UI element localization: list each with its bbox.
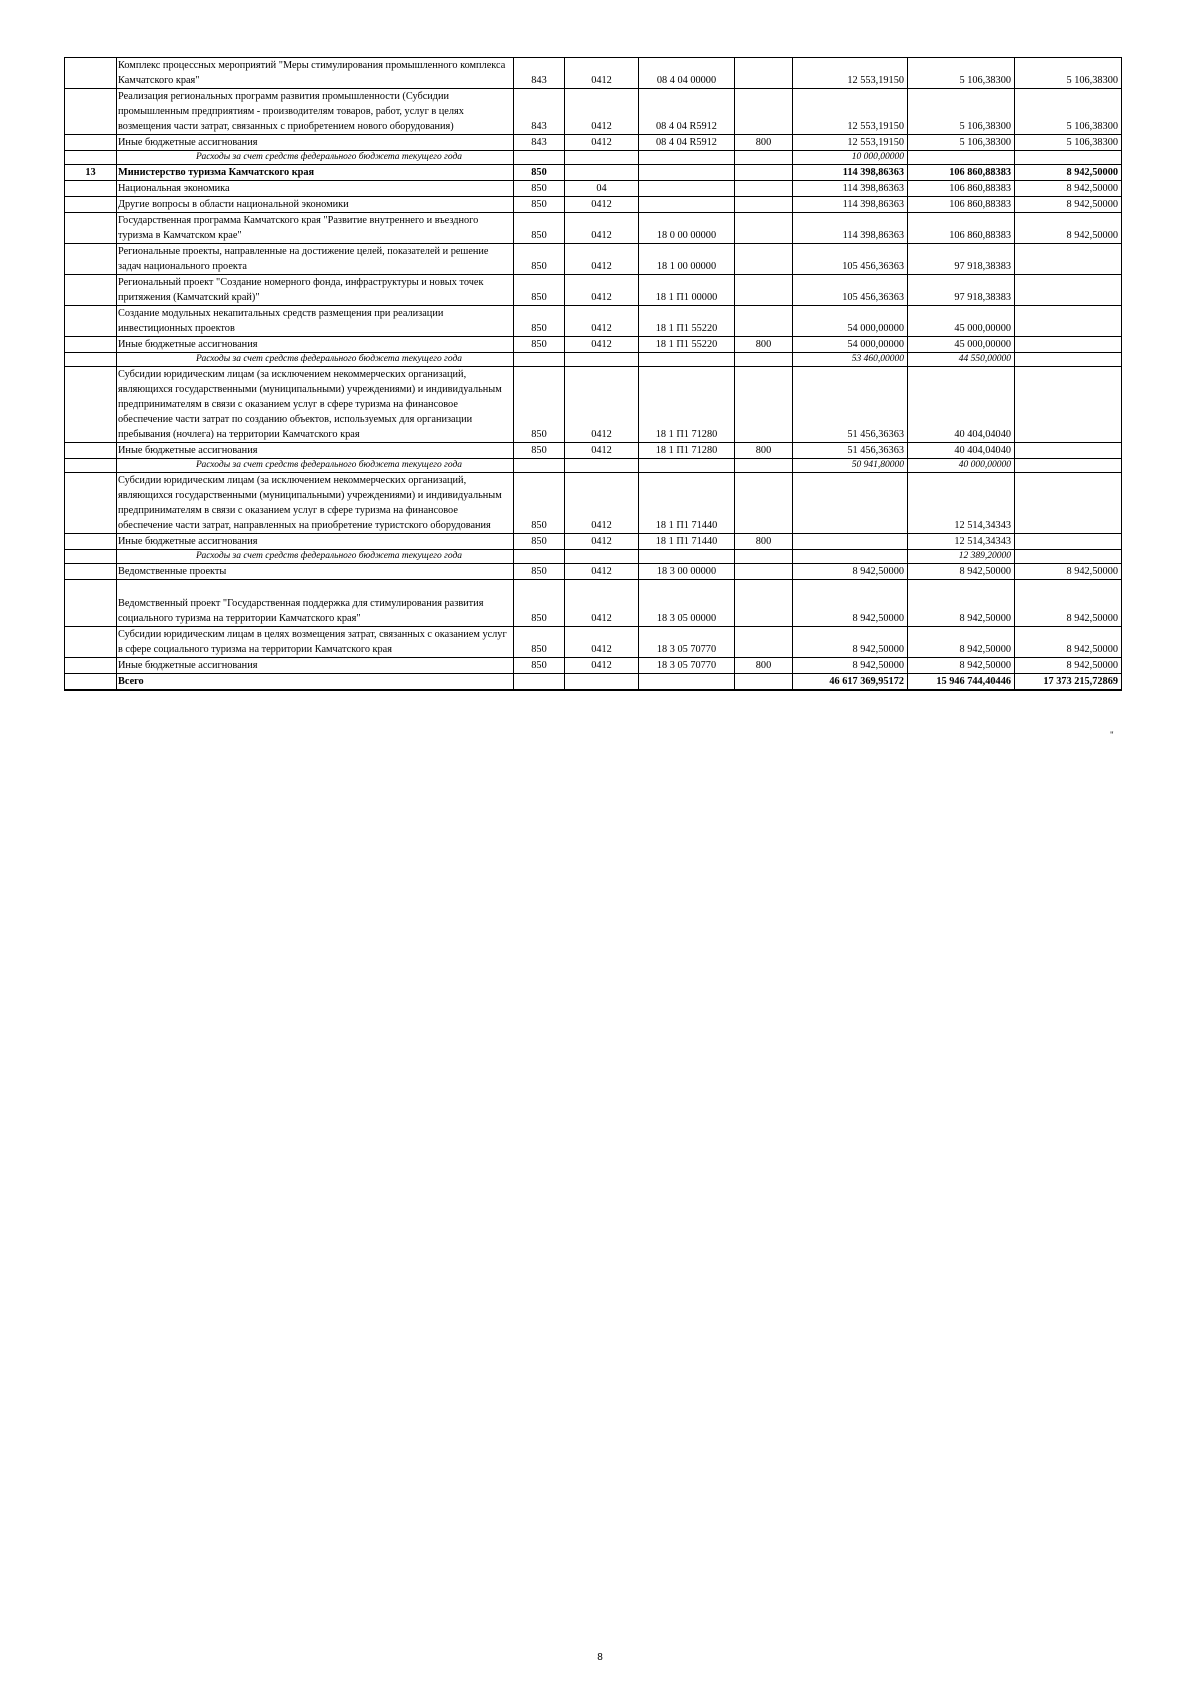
expense-type-code	[735, 213, 793, 244]
expense-type-code	[735, 197, 793, 213]
amount-year-2: 8 942,50000	[908, 627, 1015, 658]
amount-year-3	[1015, 337, 1122, 353]
item-name: Государственная программа Камчатского края "Развитие внутреннего и въездного туризма в Камчатском крае"	[117, 213, 514, 244]
amount-year-2: 8 942,50000	[908, 564, 1015, 580]
grbs-code: 843	[514, 58, 565, 89]
section-code	[565, 165, 639, 181]
target-article-code	[639, 550, 735, 564]
amount-year-2: 40 000,00000	[908, 459, 1015, 473]
grbs-code: 850	[514, 244, 565, 275]
target-article-code: 18 1 П1 71280	[639, 443, 735, 459]
target-article-code: 18 1 П1 00000	[639, 275, 735, 306]
amount-year-1: 51 456,36363	[793, 443, 908, 459]
target-article-code: 18 1 П1 71440	[639, 473, 735, 534]
budget-table	[64, 57, 1122, 691]
amount-year-2: 5 106,38300	[908, 135, 1015, 151]
amount-year-2: 12 514,34343	[908, 534, 1015, 550]
item-name: Субсидии юридическим лицам в целях возмещения затрат, связанных с оказанием услуг в сфере социального туризма на территории Камчатского края	[117, 627, 514, 658]
target-article-code	[639, 674, 735, 691]
section-code: 0412	[565, 135, 639, 151]
amount-year-1: 12 553,19150	[793, 58, 908, 89]
amount-year-3: 5 106,38300	[1015, 89, 1122, 135]
row-number	[65, 89, 117, 135]
grbs-code	[514, 353, 565, 367]
table-row	[65, 580, 1122, 627]
grbs-code: 850	[514, 275, 565, 306]
table-row	[65, 443, 1122, 459]
grbs-code: 850	[514, 658, 565, 674]
grbs-code: 850	[514, 564, 565, 580]
table-row	[65, 367, 1122, 443]
target-article-code	[639, 197, 735, 213]
amount-year-2: 97 918,38383	[908, 275, 1015, 306]
row-number	[65, 674, 117, 691]
grbs-code: 850	[514, 443, 565, 459]
row-number	[65, 367, 117, 443]
row-number	[65, 534, 117, 550]
table-row	[65, 213, 1122, 244]
grbs-code: 850	[514, 165, 565, 181]
amount-year-3: 8 942,50000	[1015, 181, 1122, 197]
row-number: 13	[65, 165, 117, 181]
section-code: 0412	[565, 627, 639, 658]
table-row	[65, 89, 1122, 135]
expense-type-code	[735, 306, 793, 337]
amount-year-3	[1015, 459, 1122, 473]
target-article-code	[639, 151, 735, 165]
amount-year-3: 5 106,38300	[1015, 58, 1122, 89]
amount-year-2: 106 860,88383	[908, 181, 1015, 197]
amount-year-3	[1015, 275, 1122, 306]
amount-year-2	[908, 151, 1015, 165]
table-row	[65, 627, 1122, 658]
amount-year-1: 8 942,50000	[793, 658, 908, 674]
grbs-code	[514, 550, 565, 564]
item-name: Реализация региональных программ развития промышленности (Субсидии промышленным предприятиям - производителям товаров, работ, услуг в целях возмещения части затрат, связанных с приобретением нового оборудования)	[117, 89, 514, 135]
row-number	[65, 658, 117, 674]
table-row	[65, 353, 1122, 367]
amount-year-2: 12 389,20000	[908, 550, 1015, 564]
amount-year-1: 114 398,86363	[793, 181, 908, 197]
row-number	[65, 58, 117, 89]
section-code: 0412	[565, 534, 639, 550]
expense-type-code	[735, 275, 793, 306]
target-article-code	[639, 459, 735, 473]
item-name: Иные бюджетные ассигнования	[117, 658, 514, 674]
amount-year-1: 51 456,36363	[793, 367, 908, 443]
target-article-code: 18 3 05 70770	[639, 658, 735, 674]
expense-type-code	[735, 473, 793, 534]
amount-year-1: 50 941,80000	[793, 459, 908, 473]
amount-year-3: 5 106,38300	[1015, 135, 1122, 151]
item-name: Иные бюджетные ассигнования	[117, 534, 514, 550]
expense-type-code	[735, 151, 793, 165]
section-code: 0412	[565, 89, 639, 135]
section-code: 0412	[565, 275, 639, 306]
target-article-code: 18 1 П1 71440	[639, 534, 735, 550]
section-code	[565, 151, 639, 165]
section-code	[565, 674, 639, 691]
table-row	[65, 473, 1122, 534]
item-name: Иные бюджетные ассигнования	[117, 337, 514, 353]
amount-year-2: 40 404,04040	[908, 367, 1015, 443]
item-name: Расходы за счет средств федерального бюджета текущего года	[117, 353, 514, 367]
item-name: Национальная экономика	[117, 181, 514, 197]
item-name: Региональные проекты, направленные на достижение целей, показателей и решение задач национального проекта	[117, 244, 514, 275]
grbs-code: 850	[514, 213, 565, 244]
item-name: Ведомственный проект "Государственная поддержка для стимулирования развития социального туризма на территории Камчатского края"	[117, 580, 514, 627]
expense-type-code	[735, 550, 793, 564]
target-article-code	[639, 181, 735, 197]
amount-year-2: 44 550,00000	[908, 353, 1015, 367]
item-name: Расходы за счет средств федерального бюджета текущего года	[117, 151, 514, 165]
grbs-code: 850	[514, 534, 565, 550]
amount-year-3: 8 942,50000	[1015, 564, 1122, 580]
section-code	[565, 550, 639, 564]
grbs-code: 843	[514, 135, 565, 151]
table-row	[65, 658, 1122, 674]
table-row	[65, 58, 1122, 89]
amount-year-1: 8 942,50000	[793, 627, 908, 658]
expense-type-code: 800	[735, 337, 793, 353]
grbs-code: 850	[514, 473, 565, 534]
item-name: Иные бюджетные ассигнования	[117, 135, 514, 151]
row-number	[65, 275, 117, 306]
amount-year-1	[793, 550, 908, 564]
amount-year-2: 97 918,38383	[908, 244, 1015, 275]
amount-year-3	[1015, 443, 1122, 459]
amount-year-1: 53 460,00000	[793, 353, 908, 367]
amount-year-1: 114 398,86363	[793, 197, 908, 213]
amount-year-3: 8 942,50000	[1015, 165, 1122, 181]
amount-year-1: 8 942,50000	[793, 580, 908, 627]
target-article-code: 08 4 04 00000	[639, 58, 735, 89]
amount-year-2: 40 404,04040	[908, 443, 1015, 459]
amount-year-2: 5 106,38300	[908, 58, 1015, 89]
expense-type-code	[735, 353, 793, 367]
section-code: 0412	[565, 443, 639, 459]
item-name: Комплекс процессных мероприятий "Меры стимулирования промышленного комплекса Камчатского края"	[117, 58, 514, 89]
amount-year-1: 12 553,19150	[793, 135, 908, 151]
row-number	[65, 459, 117, 473]
target-article-code: 18 1 П1 55220	[639, 337, 735, 353]
row-number	[65, 580, 117, 627]
expense-type-code	[735, 165, 793, 181]
expense-type-code: 800	[735, 658, 793, 674]
row-number	[65, 197, 117, 213]
table-row	[65, 151, 1122, 165]
table-row	[65, 337, 1122, 353]
table-row	[65, 275, 1122, 306]
row-number	[65, 353, 117, 367]
section-code: 0412	[565, 658, 639, 674]
table-row	[65, 165, 1122, 181]
target-article-code	[639, 353, 735, 367]
closing-quote-mark: "	[1110, 730, 1114, 740]
amount-year-3: 8 942,50000	[1015, 213, 1122, 244]
expense-type-code: 800	[735, 443, 793, 459]
section-code: 04	[565, 181, 639, 197]
amount-year-3: 8 942,50000	[1015, 580, 1122, 627]
amount-year-3: 8 942,50000	[1015, 197, 1122, 213]
amount-year-1: 46 617 369,95172	[793, 674, 908, 691]
expense-type-code	[735, 580, 793, 627]
grbs-code: 850	[514, 337, 565, 353]
row-number	[65, 244, 117, 275]
expense-type-code: 800	[735, 534, 793, 550]
grbs-code: 850	[514, 181, 565, 197]
amount-year-2: 8 942,50000	[908, 658, 1015, 674]
grbs-code: 850	[514, 306, 565, 337]
amount-year-3: 8 942,50000	[1015, 658, 1122, 674]
target-article-code: 18 1 00 00000	[639, 244, 735, 275]
amount-year-3: 8 942,50000	[1015, 627, 1122, 658]
item-name: Ведомственные проекты	[117, 564, 514, 580]
amount-year-2: 106 860,88383	[908, 197, 1015, 213]
row-number	[65, 627, 117, 658]
amount-year-3	[1015, 306, 1122, 337]
expense-type-code	[735, 627, 793, 658]
item-name: Другие вопросы в области национальной экономики	[117, 197, 514, 213]
amount-year-3	[1015, 151, 1122, 165]
table-row	[65, 197, 1122, 213]
amount-year-1: 10 000,00000	[793, 151, 908, 165]
item-name: Субсидии юридическим лицам (за исключением некоммерческих организаций, являющихся государственными (муниципальными) учреждениями) и индивидуальным предпринимателям в связи с оказанием услуг в сфере туризма на финансовое обеспечение части затрат, направленных на приобретение туристского оборудования	[117, 473, 514, 534]
amount-year-2: 45 000,00000	[908, 306, 1015, 337]
amount-year-1: 114 398,86363	[793, 213, 908, 244]
amount-year-2: 106 860,88383	[908, 165, 1015, 181]
amount-year-1	[793, 473, 908, 534]
item-name: Создание модульных некапитальных средств размещения при реализации инвестиционных проектов	[117, 306, 514, 337]
row-number	[65, 135, 117, 151]
page-number: 8	[597, 1652, 603, 1663]
target-article-code: 18 1 П1 55220	[639, 306, 735, 337]
item-name: Расходы за счет средств федерального бюджета текущего года	[117, 459, 514, 473]
grbs-code	[514, 674, 565, 691]
expense-type-code	[735, 674, 793, 691]
expense-type-code	[735, 89, 793, 135]
table-row	[65, 550, 1122, 564]
table-row	[65, 534, 1122, 550]
amount-year-3	[1015, 244, 1122, 275]
grbs-code: 850	[514, 197, 565, 213]
table-row	[65, 135, 1122, 151]
target-article-code: 18 3 05 00000	[639, 580, 735, 627]
row-number	[65, 213, 117, 244]
section-code: 0412	[565, 244, 639, 275]
grbs-code: 850	[514, 580, 565, 627]
item-name: Всего	[117, 674, 514, 691]
section-code: 0412	[565, 58, 639, 89]
amount-year-1: 105 456,36363	[793, 275, 908, 306]
amount-year-2: 12 514,34343	[908, 473, 1015, 534]
table-row	[65, 306, 1122, 337]
amount-year-1: 54 000,00000	[793, 306, 908, 337]
amount-year-1: 12 553,19150	[793, 89, 908, 135]
expense-type-code	[735, 181, 793, 197]
target-article-code: 18 0 00 00000	[639, 213, 735, 244]
expense-type-code	[735, 459, 793, 473]
section-code: 0412	[565, 367, 639, 443]
amount-year-2: 45 000,00000	[908, 337, 1015, 353]
amount-year-1: 114 398,86363	[793, 165, 908, 181]
row-number	[65, 473, 117, 534]
target-article-code: 08 4 04 R5912	[639, 89, 735, 135]
row-number	[65, 306, 117, 337]
row-number	[65, 550, 117, 564]
amount-year-1: 8 942,50000	[793, 564, 908, 580]
item-name: Региональный проект "Создание номерного фонда, инфраструктуры и новых точек притяжения (Камчатский край)"	[117, 275, 514, 306]
item-name: Иные бюджетные ассигнования	[117, 443, 514, 459]
section-code: 0412	[565, 564, 639, 580]
amount-year-3	[1015, 534, 1122, 550]
amount-year-2: 106 860,88383	[908, 213, 1015, 244]
amount-year-3	[1015, 550, 1122, 564]
amount-year-3	[1015, 367, 1122, 443]
section-code: 0412	[565, 473, 639, 534]
amount-year-3	[1015, 353, 1122, 367]
row-number	[65, 337, 117, 353]
grbs-code: 843	[514, 89, 565, 135]
row-number	[65, 443, 117, 459]
amount-year-2: 5 106,38300	[908, 89, 1015, 135]
expense-type-code	[735, 367, 793, 443]
amount-year-3: 17 373 215,72869	[1015, 674, 1122, 691]
expense-type-code	[735, 564, 793, 580]
section-code	[565, 353, 639, 367]
section-code: 0412	[565, 213, 639, 244]
target-article-code: 18 3 05 70770	[639, 627, 735, 658]
expense-type-code: 800	[735, 135, 793, 151]
target-article-code: 18 3 00 00000	[639, 564, 735, 580]
row-number	[65, 151, 117, 165]
target-article-code	[639, 165, 735, 181]
grbs-code	[514, 459, 565, 473]
table-row	[65, 244, 1122, 275]
grbs-code: 850	[514, 367, 565, 443]
target-article-code: 08 4 04 R5912	[639, 135, 735, 151]
table-row	[65, 181, 1122, 197]
item-name: Расходы за счет средств федерального бюджета текущего года	[117, 550, 514, 564]
amount-year-1: 54 000,00000	[793, 337, 908, 353]
expense-type-code	[735, 58, 793, 89]
amount-year-2: 15 946 744,40446	[908, 674, 1015, 691]
amount-year-1	[793, 534, 908, 550]
section-code: 0412	[565, 197, 639, 213]
section-code: 0412	[565, 580, 639, 627]
section-code: 0412	[565, 306, 639, 337]
expense-type-code	[735, 244, 793, 275]
section-code: 0412	[565, 337, 639, 353]
grbs-code: 850	[514, 627, 565, 658]
table-row	[65, 674, 1122, 691]
item-name: Субсидии юридическим лицам (за исключением некоммерческих организаций, являющихся государственными (муниципальными) учреждениями) и индивидуальным предпринимателям в связи с оказанием услуг в сфере туризма на финансовое обеспечение части затрат по созданию объектов, используемых для организации пребывания (ночлега) на территории Камчатского края	[117, 367, 514, 443]
grbs-code	[514, 151, 565, 165]
amount-year-2: 8 942,50000	[908, 580, 1015, 627]
item-name: Министерство туризма Камчатского края	[117, 165, 514, 181]
table-row	[65, 564, 1122, 580]
target-article-code: 18 1 П1 71280	[639, 367, 735, 443]
section-code	[565, 459, 639, 473]
row-number	[65, 181, 117, 197]
row-number	[65, 564, 117, 580]
amount-year-1: 105 456,36363	[793, 244, 908, 275]
amount-year-3	[1015, 473, 1122, 534]
table-row	[65, 459, 1122, 473]
